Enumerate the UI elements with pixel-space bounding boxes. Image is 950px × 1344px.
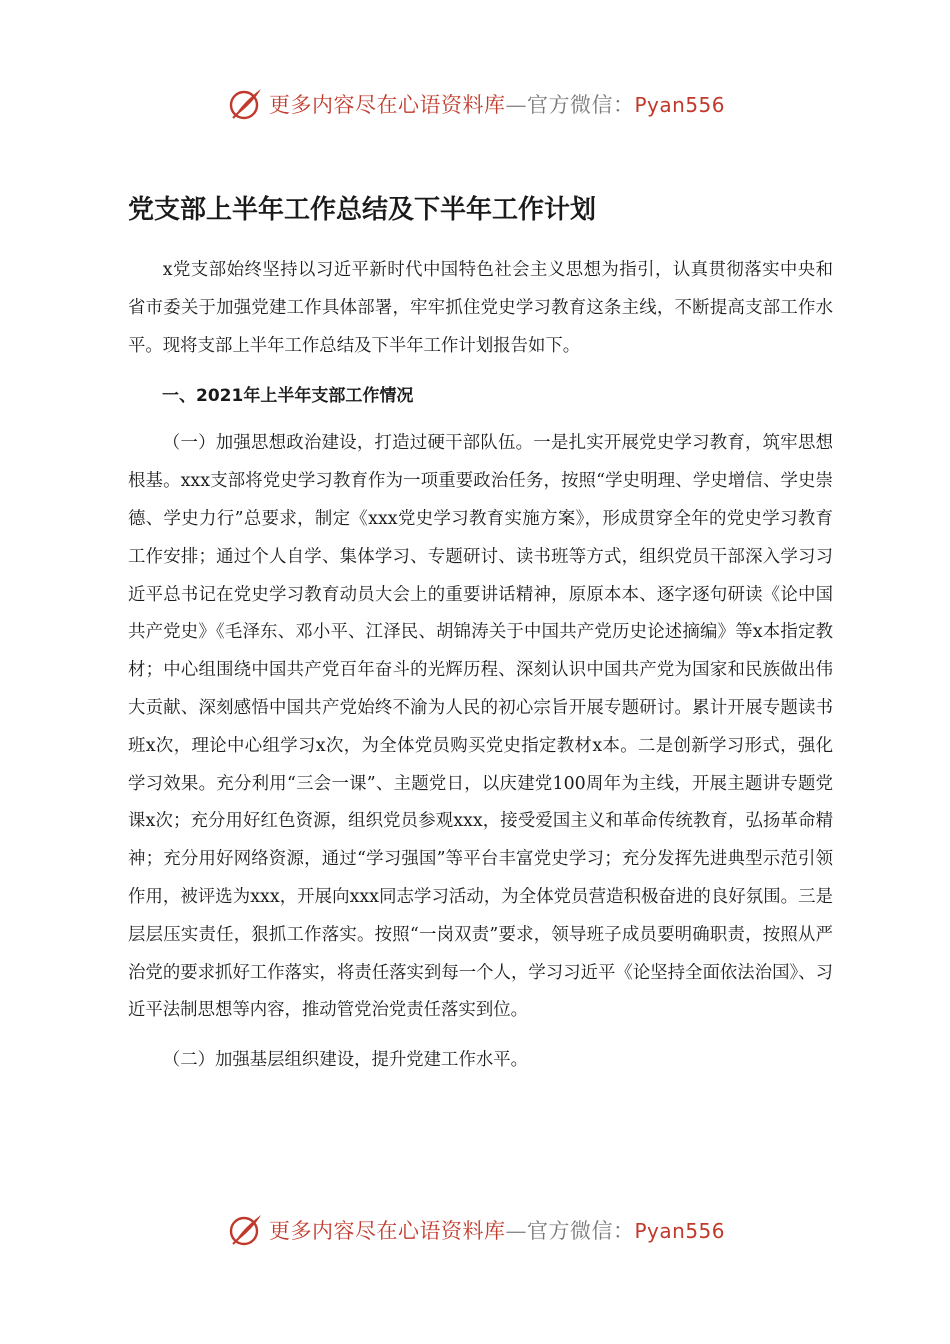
quill-pen-logo-icon <box>225 1210 265 1250</box>
watermark-text <box>269 1215 725 1245</box>
watermark-dash: — <box>505 93 527 117</box>
document-body <box>128 188 833 1080</box>
watermark-wechat-id: Pyan556 <box>634 1219 725 1243</box>
watermark-wechat-label: 官方微信： <box>526 93 635 117</box>
paragraph-ideology: （一）加强思想政治建设，打造过硬干部队伍。一是扎实开展党史学习教育，筑牢思想根基。xxx支部将党史学习教育作为一项重要政治任务，按照“学史明理、学史增信、学史崇德、学史力行”总要求，制定《xxx党史学习教育实施方案》，形成贯穿全年的党史学习教育工作安排；通过个人自学、集体学习、专题研讨、读书班等方式，组织党员干部深入学习习近平总书记在党史学习教育动员大会上的重要讲话精神，原原本本、逐字逐句研读《论中国共产党史》《毛泽东、邓小平、江泽民、胡锦涛关于中国共产党历史论述摘编》等x本指定教材；中心组围绕中国共产党百年奋斗的光辉历程、深刻认识中国共产党为国家和民族做出伟大贡献、深刻感悟中国共产党始终不渝为人民的初心宗旨开展专题研讨。累计开展专题读书班x次，理论中心组学习x次，为全体党员购买党史指定教材x本。二是创新学习形式，强化学习效果。充分利用“三会一课”、主题党日，以庆建党100周年为主线，开展主题讲专题党课x次；充分用好红色资源，组织党员参观xxx，接受爱国主义和革命传统教育，弘扬革命精神；充分用好网络资源，通过“学习强国”等平台丰富党史学习；充分发挥先进典型示范引领作用，被评选为xxx，开展向xxx同志学习活动，为全体党员营造积极奋进的良好氛围。三是层层压实责任，狠抓工作落实。按照“一岗双责”要求，领导班子成员要明确职责，按照从严治党的要求抓好工作落实，将责任落实到每一个人，学习习近平《论坚持全面依法治国》、习近平法制思想等内容，推动管党治党责任落实到位。 <box>128 433 833 1021</box>
quill-pen-logo-icon <box>225 84 265 124</box>
watermark-wechat-id: Pyan556 <box>634 93 725 117</box>
watermark-main: 更多内容尽在心语资料库 <box>268 1219 506 1243</box>
section-heading-1: 一、2021年上半年支部工作情况 <box>162 386 414 407</box>
watermark-dash: — <box>505 1219 527 1243</box>
watermark-text <box>269 89 725 119</box>
watermark-wechat-label: 官方微信： <box>526 1219 635 1243</box>
watermark-main: 更多内容尽在心语资料库 <box>268 93 506 117</box>
footer-watermark-banner <box>0 1208 950 1252</box>
document-title: 党支部上半年工作总结及下半年工作计划 <box>128 195 597 225</box>
intro-paragraph: x党支部始终坚持以习近平新时代中国特色社会主义思想为指引，认真贯彻落实中央和省市委关于加强党建工作具体部署，牢牢抓住党史学习教育这条主线，不断提高支部工作水平。现将支部上半年工作总结及下半年工作计划报告如下。 <box>128 260 833 356</box>
paragraph-organization: （二）加强基层组织建设，提升党建工作水平。 <box>162 1050 529 1071</box>
header-watermark-banner <box>0 82 950 126</box>
